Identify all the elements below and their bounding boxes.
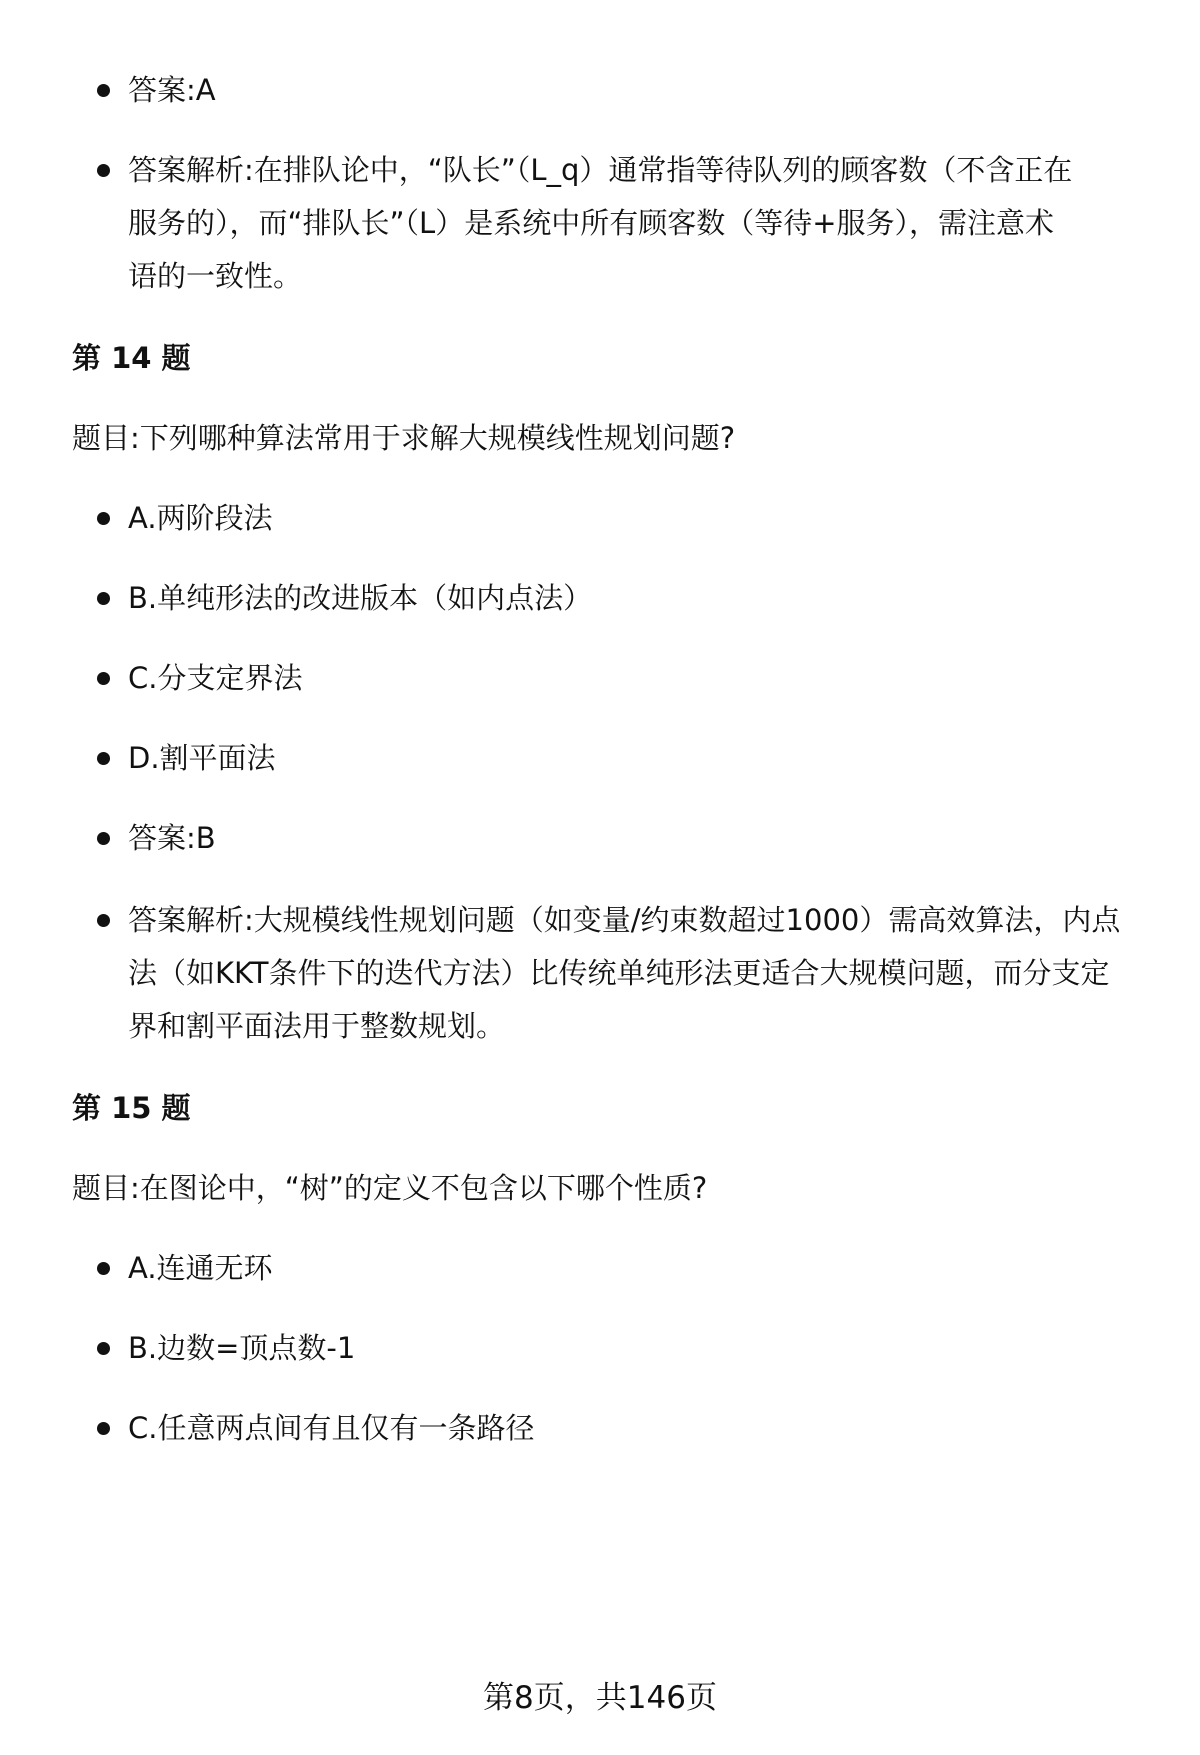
explanation-line: 语的一致性。 <box>128 259 303 293</box>
option-text: C.任意两点间有且仅有一条路径 <box>128 1411 535 1445</box>
question-heading-text: 第 15 题 <box>72 1091 191 1125</box>
option-text: D.割平面法 <box>128 741 276 775</box>
bullet-dot <box>97 592 110 605</box>
bullet-dot <box>97 1262 110 1275</box>
bullet-dot <box>97 832 110 845</box>
bullet-dot <box>97 84 110 97</box>
bullet-dot <box>97 1422 110 1435</box>
option-text: A.两阶段法 <box>128 501 273 535</box>
bullet-dot <box>97 164 110 177</box>
answer-text: 答案:A <box>128 73 216 107</box>
option-text: A.连通无环 <box>128 1251 273 1285</box>
explanation-line: 界和割平面法用于整数规划。 <box>128 1009 506 1043</box>
option-text: B.边数=顶点数-1 <box>128 1331 356 1365</box>
bullet-dot <box>97 914 110 927</box>
bullet-dot <box>97 512 110 525</box>
explanation-line: 答案解析:在排队论中，“队长”（L_q）通常指等待队列的顾客数（不含正在 <box>128 153 1073 187</box>
option-text: B.单纯形法的改进版本（如内点法） <box>128 581 593 615</box>
explanation-line: 答案解析:大规模线性规划问题（如变量/约束数超过1000）需高效算法，内点 <box>128 903 1121 937</box>
question-stem-text: 题目:下列哪种算法常用于求解大规模线性规划问题? <box>72 421 736 455</box>
question-stem-text: 题目:在图论中，“树”的定义不包含以下哪个性质? <box>72 1171 708 1205</box>
option-text: C.分支定界法 <box>128 661 303 695</box>
page-number-footer: 第8页，共146页 <box>483 1680 717 1716</box>
bullet-dot <box>97 672 110 685</box>
bullet-dot <box>97 752 110 765</box>
explanation-line: 服务的），而“排队长”（L）是系统中所有顾客数（等待+服务），需注意术 <box>128 206 1055 240</box>
answer-text: 答案:B <box>128 821 216 855</box>
bullet-dot <box>97 1342 110 1355</box>
explanation-line: 法（如KKT条件下的迭代方法）比传统单纯形法更适合大规模问题，而分支定 <box>128 956 1110 990</box>
question-heading-text: 第 14 题 <box>72 341 191 375</box>
